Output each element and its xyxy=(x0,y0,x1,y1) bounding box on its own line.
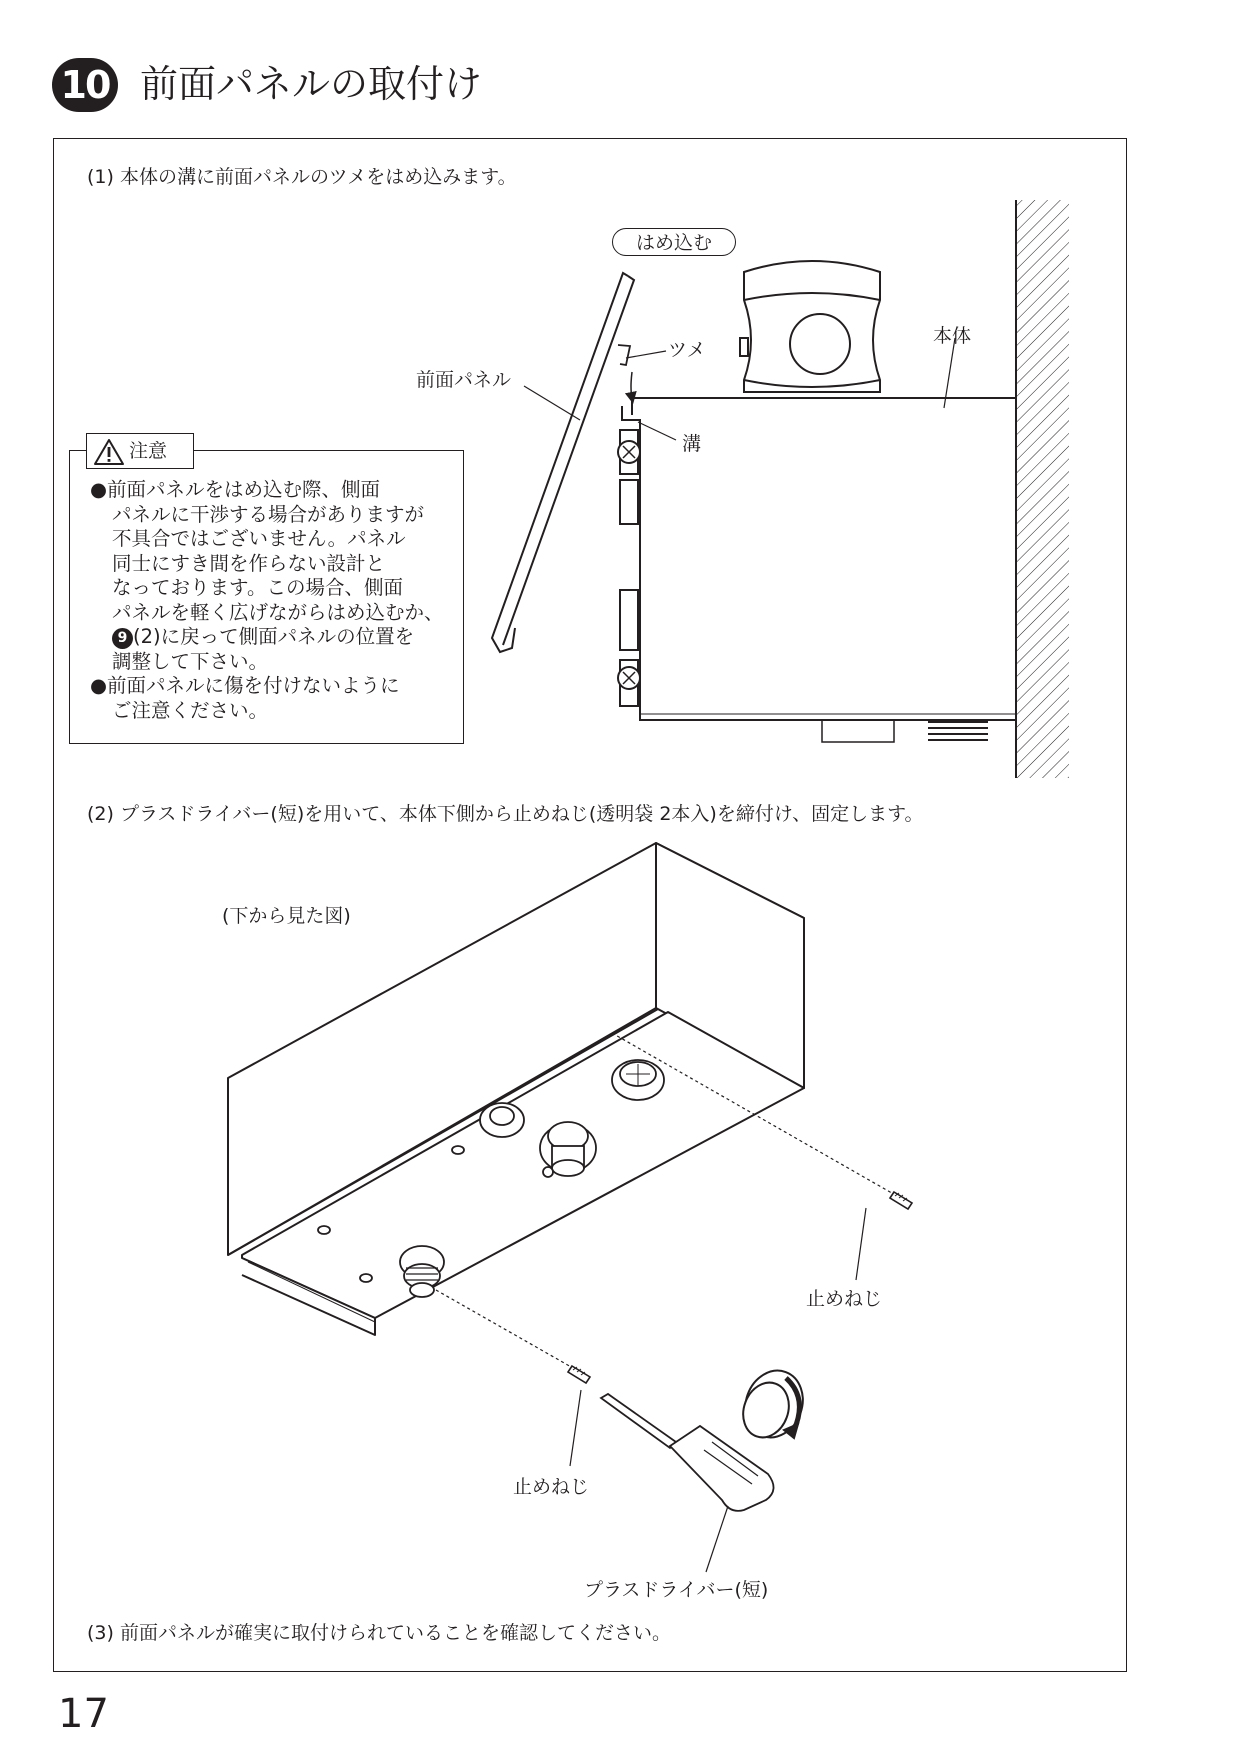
warning-triangle-icon xyxy=(93,438,125,466)
page-number: 17 xyxy=(58,1691,109,1737)
caution-line: 同士にすき間を作らない設計と xyxy=(112,551,386,575)
step3-instruction: (3) 前面パネルが確実に取付けられていることを確認してください。 xyxy=(87,1622,671,1644)
step1-instruction: (1) 本体の溝に前面パネルのツメをはめ込みます。 xyxy=(87,166,517,188)
gas-heater-unit xyxy=(740,261,880,392)
fit-in-label: はめ込む xyxy=(612,228,736,256)
front-panel-label: 前面パネル xyxy=(416,369,512,391)
caution-line: なっております。この場合、側面 xyxy=(112,576,403,599)
front-panel-profile xyxy=(492,273,634,652)
caution-line-text: (2)に戻って側面パネルの位置を xyxy=(133,625,415,648)
wall-hatching xyxy=(1016,200,1069,778)
caution-line: ●前面パネルをはめ込む際、側面 xyxy=(90,478,381,501)
caution-heading xyxy=(86,433,194,469)
step-reference-badge: 9 xyxy=(112,628,133,649)
caution-line: ご注意ください。 xyxy=(112,698,269,722)
step2-instruction: (2) プラスドライバー(短)を用いて、本体下側から止めねじ(透明袋 2本入)を締付け、固定します。 xyxy=(87,803,924,825)
caution-line xyxy=(90,625,462,650)
set-screw-label-right: 止めねじ xyxy=(806,1288,883,1310)
bottom-view-label: (下から見た図) xyxy=(222,905,351,927)
step-number-badge: 10 xyxy=(52,58,118,112)
rotation-direction-indicator xyxy=(736,1362,812,1445)
body-label: 本体 xyxy=(933,325,972,347)
set-screw-label-left: 止めねじ xyxy=(513,1476,590,1498)
caution-line: パネルに干渉する場合がありますが xyxy=(112,502,425,526)
claw-label: ツメ xyxy=(668,339,706,361)
caution-line: 不具合ではございません。パネル xyxy=(112,527,406,550)
caution-line: ●前面パネルに傷を付けないように xyxy=(90,674,400,697)
main-body-cross-section xyxy=(618,398,1016,742)
caution-line: 調整して下さい。 xyxy=(112,649,269,673)
page-title: 前面パネルの取付け xyxy=(140,62,483,106)
fig2-leader-lines xyxy=(570,1208,866,1572)
caution-line: パネルを軽く広げながらはめ込むか、 xyxy=(112,600,444,624)
caution-heading-text: 注意 xyxy=(129,440,168,462)
caution-text xyxy=(90,478,462,723)
screwdriver-label: プラスドライバー(短) xyxy=(584,1579,769,1601)
groove-label: 溝 xyxy=(682,433,702,455)
